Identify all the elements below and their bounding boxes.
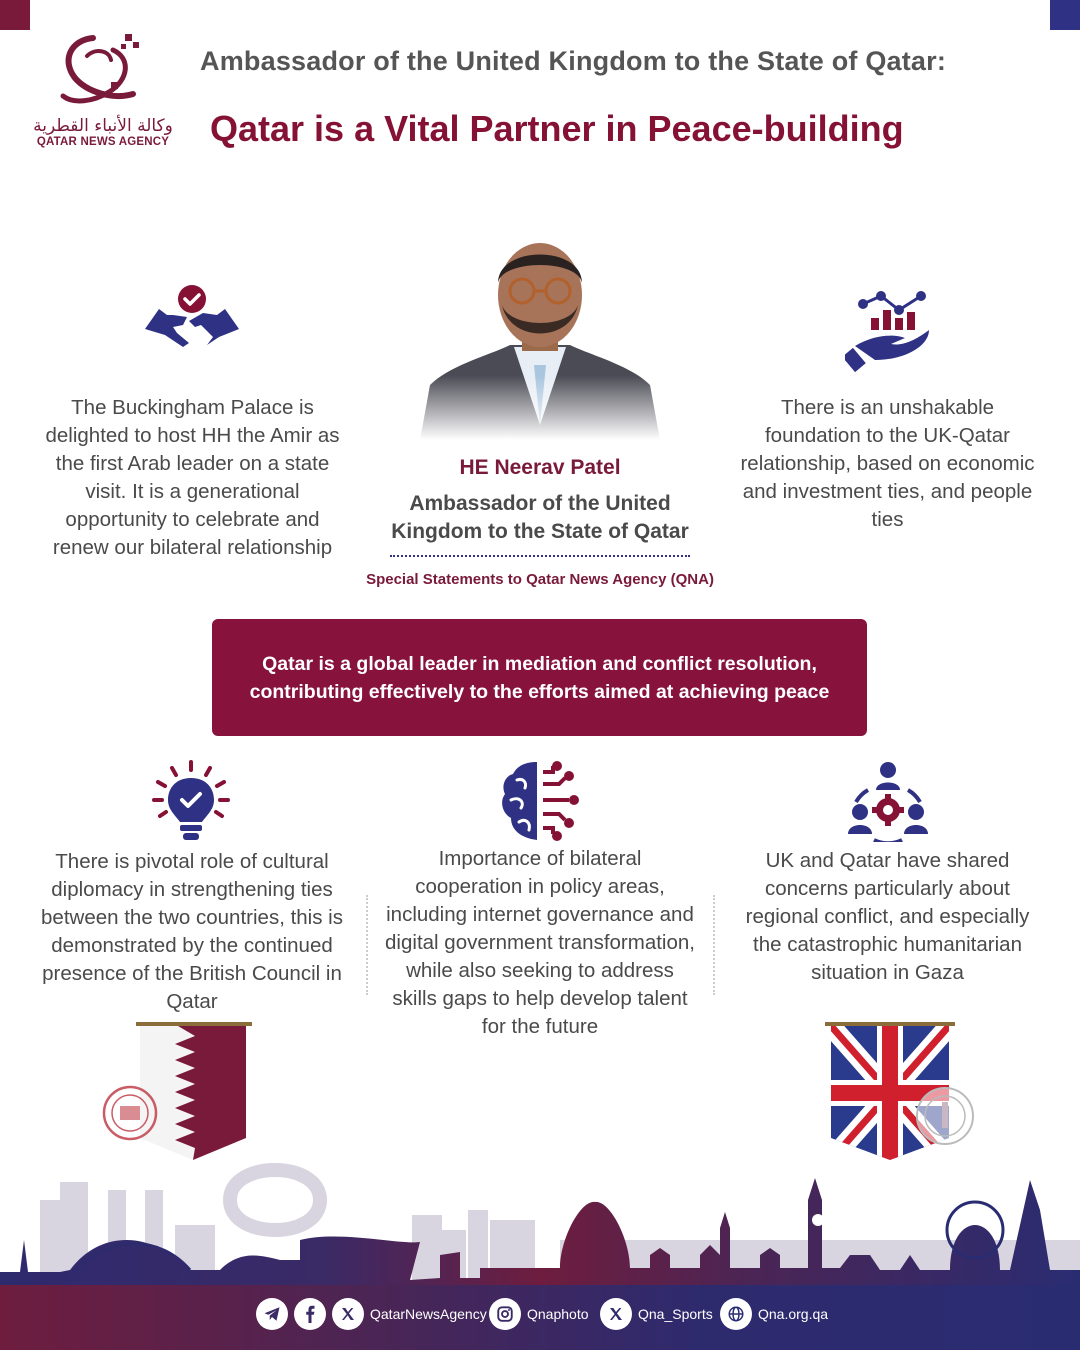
- statement-1: The Buckingham Palace is delighted to host HH the Amir as the first Arab leader on a state visit. It is a generational opportunity to celebrate and renew our bilateral relationship: [45, 396, 340, 559]
- social-group-website[interactable]: [720, 1297, 828, 1331]
- handle-qatarnewsagency[interactable]: QatarNewsAgency: [370, 1306, 487, 1322]
- statement-5: UK and Qatar have shared concerns particularly about regional conflict, and especially the catastrophic humanitarian situation in Gaza: [745, 849, 1030, 984]
- facebook-icon[interactable]: [294, 1298, 326, 1330]
- social-group-qatarnewsagency[interactable]: [256, 1297, 487, 1331]
- statement-2: There is an unshakable foundation to the UK-Qatar relationship, based on economic and investment ties, and people ties: [740, 396, 1035, 531]
- globe-icon[interactable]: [720, 1298, 752, 1330]
- corner-accent-left: [0, 0, 30, 30]
- qatar-flag-pennant: [100, 1018, 270, 1163]
- x-icon[interactable]: [600, 1298, 632, 1330]
- ambassador-photo: [410, 225, 670, 440]
- digital-brain-icon: [499, 760, 581, 842]
- statement-3: There is pivotal role of cultural diplomacy in strengthening ties between the two countries, this is demonstrated by the continued presence of the British Council in Qatar: [41, 850, 343, 1013]
- social-group-qnasports[interactable]: [600, 1297, 713, 1331]
- logo-arabic-name: وكالة الأنباء القطرية: [33, 116, 173, 136]
- dotted-divider: [390, 555, 690, 557]
- telegram-icon[interactable]: [256, 1298, 288, 1330]
- qna-emblem-icon: [53, 30, 153, 112]
- handle-qnaphoto[interactable]: Qnaphoto: [527, 1306, 589, 1322]
- role-line-2: Kingdom to the State of Qatar: [391, 520, 689, 543]
- logo-english-name: QATAR NEWS AGENCY: [36, 136, 170, 148]
- social-group-qnaphoto[interactable]: [489, 1297, 589, 1331]
- source-note: Special Statements to Qatar News Agency (QNA): [366, 571, 714, 588]
- column-divider-left: [366, 895, 368, 995]
- hand-growth-chart-icon: [845, 290, 935, 372]
- ambassador-role: [370, 490, 710, 546]
- statement-4: Importance of bilateral cooperation in policy areas, including internet governance and digital government transformation, while also seeking to address skills gaps to help develop talent for the future: [385, 847, 695, 1038]
- doha-london-skyline: [0, 1160, 1080, 1285]
- ambassador-name: HE Neerav Patel: [459, 456, 621, 479]
- instagram-icon[interactable]: [489, 1298, 521, 1330]
- qna-logo[interactable]: [28, 30, 178, 148]
- handle-website[interactable]: Qna.org.qa: [758, 1306, 829, 1322]
- uk-flag-pennant: [815, 1018, 985, 1163]
- page-title: Qatar is a Vital Partner in Peace-building: [210, 108, 904, 149]
- header-subtitle: Ambassador of the United Kingdom to the State of Qatar:: [200, 46, 947, 76]
- lightbulb-check-icon: [152, 760, 230, 846]
- role-line-1: Ambassador of the United: [409, 492, 671, 515]
- team-gear-icon: [846, 760, 930, 842]
- handle-qnasports[interactable]: Qna_Sports: [638, 1306, 713, 1322]
- column-divider-right: [713, 895, 715, 995]
- handshake-check-icon: [143, 285, 241, 347]
- corner-accent-right: [1050, 0, 1080, 30]
- x-icon[interactable]: [332, 1298, 364, 1330]
- highlight-banner: Qatar is a global leader in mediation and conflict resolution, contributing effectively to the efforts aimed at achieving peace: [212, 619, 867, 736]
